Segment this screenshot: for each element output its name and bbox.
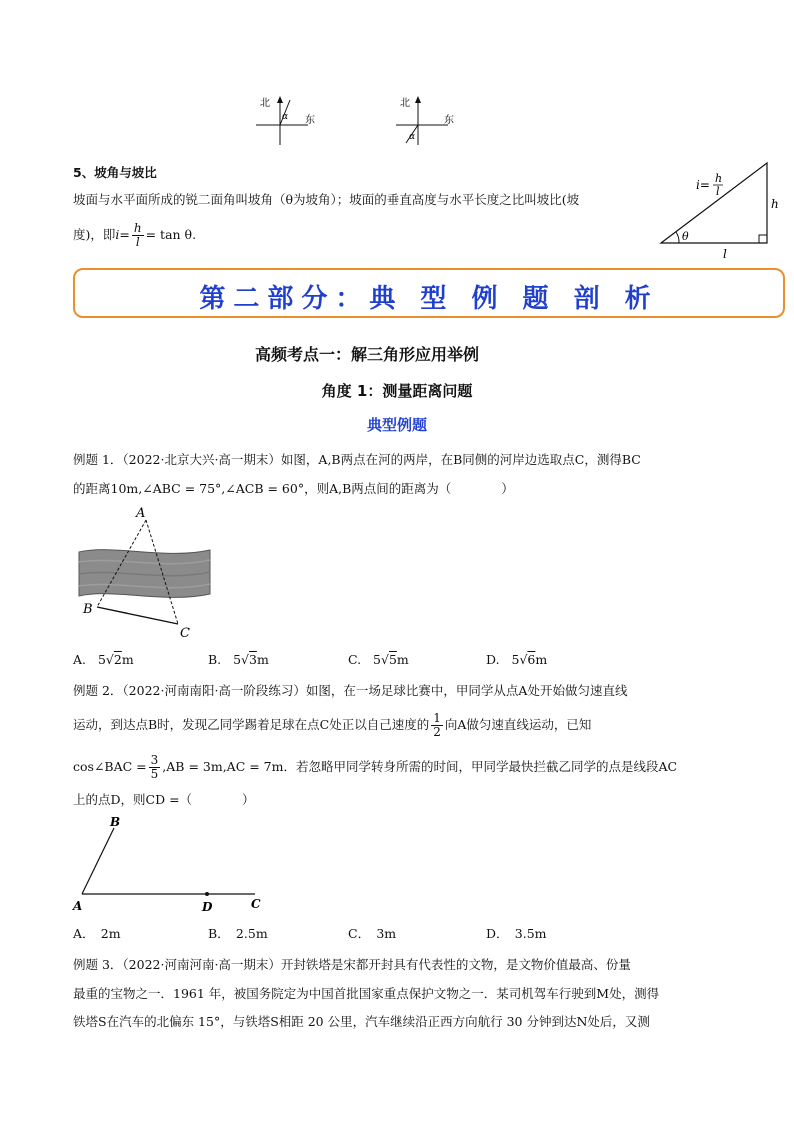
- slope-line2-pre: 度)，即: [73, 227, 116, 242]
- north-arrow: [415, 96, 421, 103]
- choice-radicand: 6: [527, 652, 536, 667]
- east-label: 东: [444, 115, 454, 126]
- choice-radicand: 2: [113, 652, 122, 667]
- point-d-label: D: [202, 900, 213, 914]
- triangle-i-num: h: [715, 172, 723, 185]
- typical-heading: 典型例题: [366, 416, 427, 434]
- example1-line1: 例题 1．（2022·北京大兴·高一期末）如图，A,B两点在河的两岸，在B同侧的河岸边选取点C，测得BC: [73, 452, 641, 467]
- slope-triangle-figure: [655, 158, 780, 263]
- north-label: 北: [400, 98, 410, 109]
- choice-label: C.: [348, 652, 362, 667]
- example2-choice-a: A． 2m: [73, 926, 121, 941]
- angle-label: α: [409, 132, 416, 142]
- example2-line3: [73, 754, 677, 781]
- example2-line4: 上的点D，则CD =（ ）: [73, 792, 255, 807]
- point-b-label: B: [83, 602, 93, 617]
- choice-coef: 5: [233, 652, 242, 667]
- fraction-denominator: l: [135, 235, 140, 249]
- theta-arc: [676, 232, 679, 243]
- soccer-figure: [70, 812, 270, 914]
- slope-fraction: [132, 222, 144, 249]
- example2-line3-post: ,AB = 3m,AC = 7m．若忽略甲同学转身所需的时间，甲同学最快拦截乙同学的点是线段AC: [162, 759, 678, 774]
- example3-line2: 最重的宝物之一．1961 年，被国务院定为中国首批国家重点保护文物之一．某司机驾车行驶到M处，测得: [73, 986, 660, 1001]
- side-l-label: l: [723, 247, 727, 261]
- point-d: [205, 892, 209, 896]
- part-title-box: [73, 268, 785, 318]
- speed-fraction: [431, 712, 443, 739]
- slope-heading: 5、坡角与坡比: [73, 165, 157, 180]
- sqrt-sign: √: [105, 652, 114, 667]
- fraction-numerator: 1: [433, 711, 441, 725]
- point-a-label: A: [136, 506, 146, 521]
- example2-choice-c: C． 3m: [348, 926, 397, 941]
- angle-heading: 角度 1：测量距离问题: [321, 382, 473, 400]
- example1-choice-b: [208, 652, 269, 667]
- triangle-i-label: i=: [696, 178, 710, 192]
- choice-unit: m: [121, 652, 134, 667]
- sqrt-sign: √: [380, 652, 389, 667]
- compass-diagram-left: [250, 95, 330, 150]
- east-label: 东: [305, 115, 315, 126]
- example1-line2: 的距离10m,∠ABC = 75°,∠ACB = 60°，则A,B两点间的距离为（ ）: [73, 481, 514, 496]
- example2-choice-d: D． 3.5m: [486, 926, 547, 941]
- point-c-label: C: [180, 626, 190, 641]
- slope-text-line2: [73, 222, 196, 249]
- sqrt-sign: √: [241, 652, 250, 667]
- slope-text-line1: 坡面与水平面所成的锐二面角叫坡角（θ为坡角）；坡面的垂直高度与水平长度之比叫坡比(坡: [73, 192, 580, 207]
- formula-eq: =: [119, 227, 130, 242]
- example2-line2-pre: 运动，到达点B时，发现乙同学踢着足球在点C处正以自己速度的: [73, 717, 430, 732]
- example2-line2: [73, 712, 591, 739]
- example2-choice-b: B． 2.5m: [208, 926, 268, 941]
- choice-radicand: 5: [388, 652, 397, 667]
- segment-ab: [82, 828, 114, 894]
- fraction-numerator: 3: [150, 753, 159, 767]
- fraction-denominator: 2: [433, 725, 441, 739]
- slope-triangle: [661, 163, 767, 243]
- formula-tail: = tan θ.: [145, 227, 197, 242]
- river-figure: [75, 502, 215, 647]
- choice-unit: m: [535, 652, 548, 667]
- example1-choice-d: [486, 652, 547, 667]
- compass-diagram-right: [392, 95, 472, 150]
- choice-label: D.: [486, 652, 500, 667]
- point-a-label: A: [73, 899, 83, 913]
- example2-line2-post: 向A做匀速直线运动，已知: [444, 717, 592, 732]
- choice-unit: m: [396, 652, 409, 667]
- north-label: 北: [260, 98, 270, 109]
- example2-line3-pre: cos∠BAC =: [73, 759, 147, 774]
- north-arrow: [277, 96, 283, 103]
- angle-label: α: [282, 112, 289, 122]
- right-angle-mark: [759, 235, 767, 243]
- choice-label: B.: [208, 652, 222, 667]
- formula-i: i: [115, 227, 120, 242]
- example1-choice-a: [73, 652, 134, 667]
- choice-radicand: 3: [249, 652, 257, 667]
- side-h-label: h: [771, 197, 779, 211]
- choice-coef: 5: [97, 652, 106, 667]
- example3-line3: 铁塔S在汽车的北偏东 15°，与铁塔S相距 20 公里，汽车继续沿正西方向航行 30 分钟到达N处后，又测: [73, 1014, 650, 1029]
- segment-bc: [97, 607, 178, 624]
- choice-coef: 5: [511, 652, 520, 667]
- fraction-numerator: h: [133, 221, 142, 235]
- triangle-i-den: l: [716, 185, 720, 198]
- example1-choice-c: [348, 652, 409, 667]
- sqrt-sign: √: [519, 652, 528, 667]
- river: [79, 550, 210, 598]
- point-c-label: C: [251, 897, 261, 911]
- theta-label: θ: [682, 230, 689, 243]
- point-b-label: B: [110, 815, 121, 829]
- topic-heading: 高频考点一：解三角形应用举例: [254, 345, 479, 364]
- choice-label: A.: [73, 652, 87, 667]
- fraction-denominator: 5: [150, 767, 159, 781]
- cos-fraction: [149, 754, 161, 781]
- example2-line1: 例题 2．（2022·河南南阳·高一阶段练习）如图，在一场足球比赛中，甲同学从点A处开始做匀速直线: [73, 683, 628, 698]
- choice-coef: 5: [373, 652, 381, 667]
- example3-line1: 例题 3．（2022·河南河南·高一期末）开封铁塔是宋都开封具有代表性的文物，是文物价值最高、份量: [73, 957, 631, 972]
- part-title: 第二部分：典 型 例 题 剖 析: [199, 284, 659, 314]
- choice-unit: m: [256, 652, 269, 667]
